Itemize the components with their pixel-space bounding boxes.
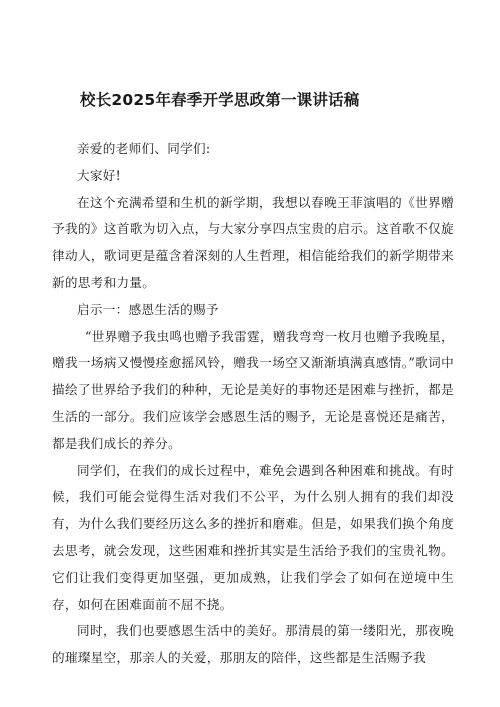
greeting: 大家好!	[77, 167, 122, 183]
lyrics-paragraph: “世界赠予我虫鸣也赠予我雷霆，赠我弯弯一枚月也赠予我晚星，赠我一场病又慢慢痊愈摇风铃，赠我一场空又渐渐填满真感情。”歌词中描绘了世界给予我们的种种，无论是美好的事物还是困难与挫折，都是生活的一部分。我们应该学会感恩生活的赐予，无论是喜悦还是痛苦，都是我们成长的养分。	[52, 328, 454, 451]
section-heading: 启示一：感恩生活的赐予	[77, 301, 219, 317]
body-paragraph: 同学们，在我们的成长过程中，难免会遇到各种困难和挑战。有时候，我们可能会觉得生活对我们不公平，为什么别人拥有的我们却没有，为什么我们要经历这么多的挫折和磨难。但是，如果我们换个角度去思考，就会发现，这些困难和挫折其实是生活给予我们的宝贵礼物。它们让我们变得更加坚强，更加成熟，让我们学会了如何在逆境中生存，如何在困难面前不屈不挠。	[52, 462, 454, 612]
intro-paragraph: 在这个充满希望和生机的新学期，我想以春晚王菲演唱的《世界赠予我的》这首歌为切入点，与大家分享四点宝贵的启示。这首歌不仅旋律动人，歌词更是蕴含着深刻的人生哲理，相信能给我们的新学期带来新的思考和力量。	[52, 194, 454, 290]
document-title: 校长2025年春季开学思政第一课讲话稿	[80, 91, 360, 109]
document-body	[52, 136, 454, 672]
body-paragraph: 同时，我们也要感恩生活中的美好。那清晨的第一缕阳光，那夜晚的璀璨星空，那亲人的关爱，那朋友的陪伴，这些都是生活赐予我	[52, 623, 454, 666]
salutation: 亲爱的老师们、同学们:	[77, 141, 211, 156]
